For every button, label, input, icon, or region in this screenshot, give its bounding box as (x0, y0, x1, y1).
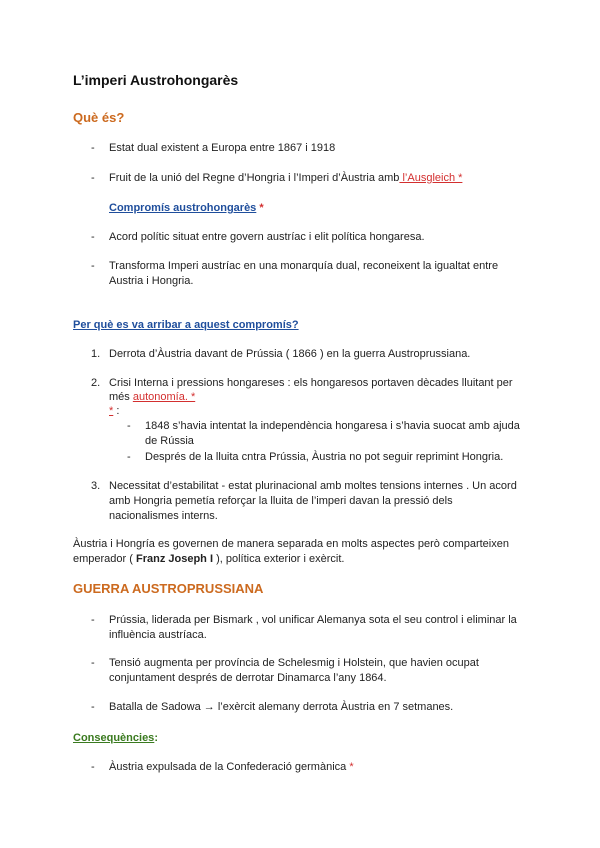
section-heading-que-es: Què és? (73, 110, 125, 125)
paragraph: Àustria i Hongría es governen de manera separada en molts aspectes però comparteixen (73, 538, 509, 550)
page-title: L’imperi Austrohongarès (73, 72, 239, 88)
paragraph-part: emperador ( (73, 553, 136, 565)
bullet-text (109, 760, 354, 775)
bullet-text-part: Fruit de la unió del Regne d’Hongria i l’Imperi d’Àustria amb (109, 172, 400, 184)
compromis-mark: * (256, 202, 264, 214)
list-number: 3. (91, 480, 101, 492)
bullet-text: Acord polític situat entre govern austríac i elit política hongaresa. (109, 231, 425, 243)
bullet-dash: - (91, 231, 95, 243)
ausgleich-link[interactable]: l’Ausgleich * (399, 172, 463, 184)
bullet-dash: - (91, 701, 95, 713)
sub-bullet-text: Després de la lluita cntra Prússia, Àustria no pot seguir reprimint Hongria. (145, 451, 504, 463)
list-item: Crisi Interna i pressions hongareses : els hongaresos portaven dècades lluitant per (109, 377, 513, 389)
bullet-dash: - (91, 761, 95, 773)
paragraph-part: ), política exterior i exèrcit. (213, 553, 345, 565)
paragraph (73, 552, 344, 567)
bullet-dash: - (91, 657, 95, 669)
subheading-consequencies (73, 731, 158, 746)
asterisk-link[interactable]: * (109, 405, 114, 417)
list-item (109, 390, 195, 405)
sub-bullet-dash: - (127, 420, 131, 432)
section-heading-guerra: GUERRA AUSTROPRUSSIANA (73, 581, 264, 596)
bullet-dash: - (91, 142, 95, 154)
confederacio-mark: * (346, 761, 354, 773)
consequencies-colon: : (154, 732, 158, 744)
bullet-text: Austria i Hongria. (109, 275, 194, 287)
compromis-link[interactable]: Compromís austrohongarès (109, 202, 257, 214)
list-item: Derrota d’Àustria davant de Prússia ( 1866 ) en la guerra Austroprussiana. (109, 348, 471, 360)
bullet-dash: - (91, 172, 95, 184)
bullet-text: conjuntament després de derrotar Dinamarca l’any 1864. (109, 672, 387, 684)
list-number: 2. (91, 377, 101, 389)
list-item-part: més (109, 391, 133, 403)
list-item (109, 404, 119, 419)
subheading-compromis (109, 201, 264, 216)
emperor-name: Franz Joseph I (135, 553, 214, 565)
list-item: nacionalismes interns. (109, 510, 218, 522)
sub-bullet-dash: - (127, 451, 131, 463)
bullet-text (109, 171, 462, 186)
bullet-text: Prússia, liderada per Bismark , vol unificar Alemanya sota el seu control i eliminar la (109, 614, 517, 626)
list-item-part: : (113, 405, 120, 417)
bullet-text: Transforma Imperi austríac en una monarquía dual, reconeixent la igualtat entre (109, 260, 499, 272)
bullet-dash: - (91, 614, 95, 626)
consequencies-link[interactable]: Consequències (73, 732, 155, 744)
sub-bullet-text: 1848 s’havia intentat la independència hongaresa i s’havia suocat amb ajuda (145, 420, 520, 432)
bullet-dash: - (91, 260, 95, 272)
list-number: 1. (91, 348, 101, 360)
list-item: Necessitat d’estabilitat - estat plurinacional amb moltes tensions internes . Un acord (109, 480, 517, 492)
section-heading-per-que[interactable]: Per què es va arribar a aquest compromís? (73, 319, 299, 331)
list-item: amb Hongria pemetía reforçar la lluita de l’imperi davan la pressió dels (109, 495, 453, 507)
sub-bullet-text: de Rússia (145, 435, 194, 447)
bullet-text: Tensió augmenta per província de Schelesmig i Holstein, que havien ocupat (109, 657, 479, 669)
autonomia-link[interactable]: autonomía. * (132, 391, 196, 403)
bullet-text-part: Àustria expulsada de la Confederació germànica (109, 761, 347, 773)
bullet-text: Batalla de Sadowa → l’exèrcit alemany derrota Àustria en 7 setmanes. (109, 701, 454, 713)
bullet-text: influència austríaca. (109, 629, 207, 641)
bullet-text: Estat dual existent a Europa entre 1867 i 1918 (109, 142, 336, 154)
